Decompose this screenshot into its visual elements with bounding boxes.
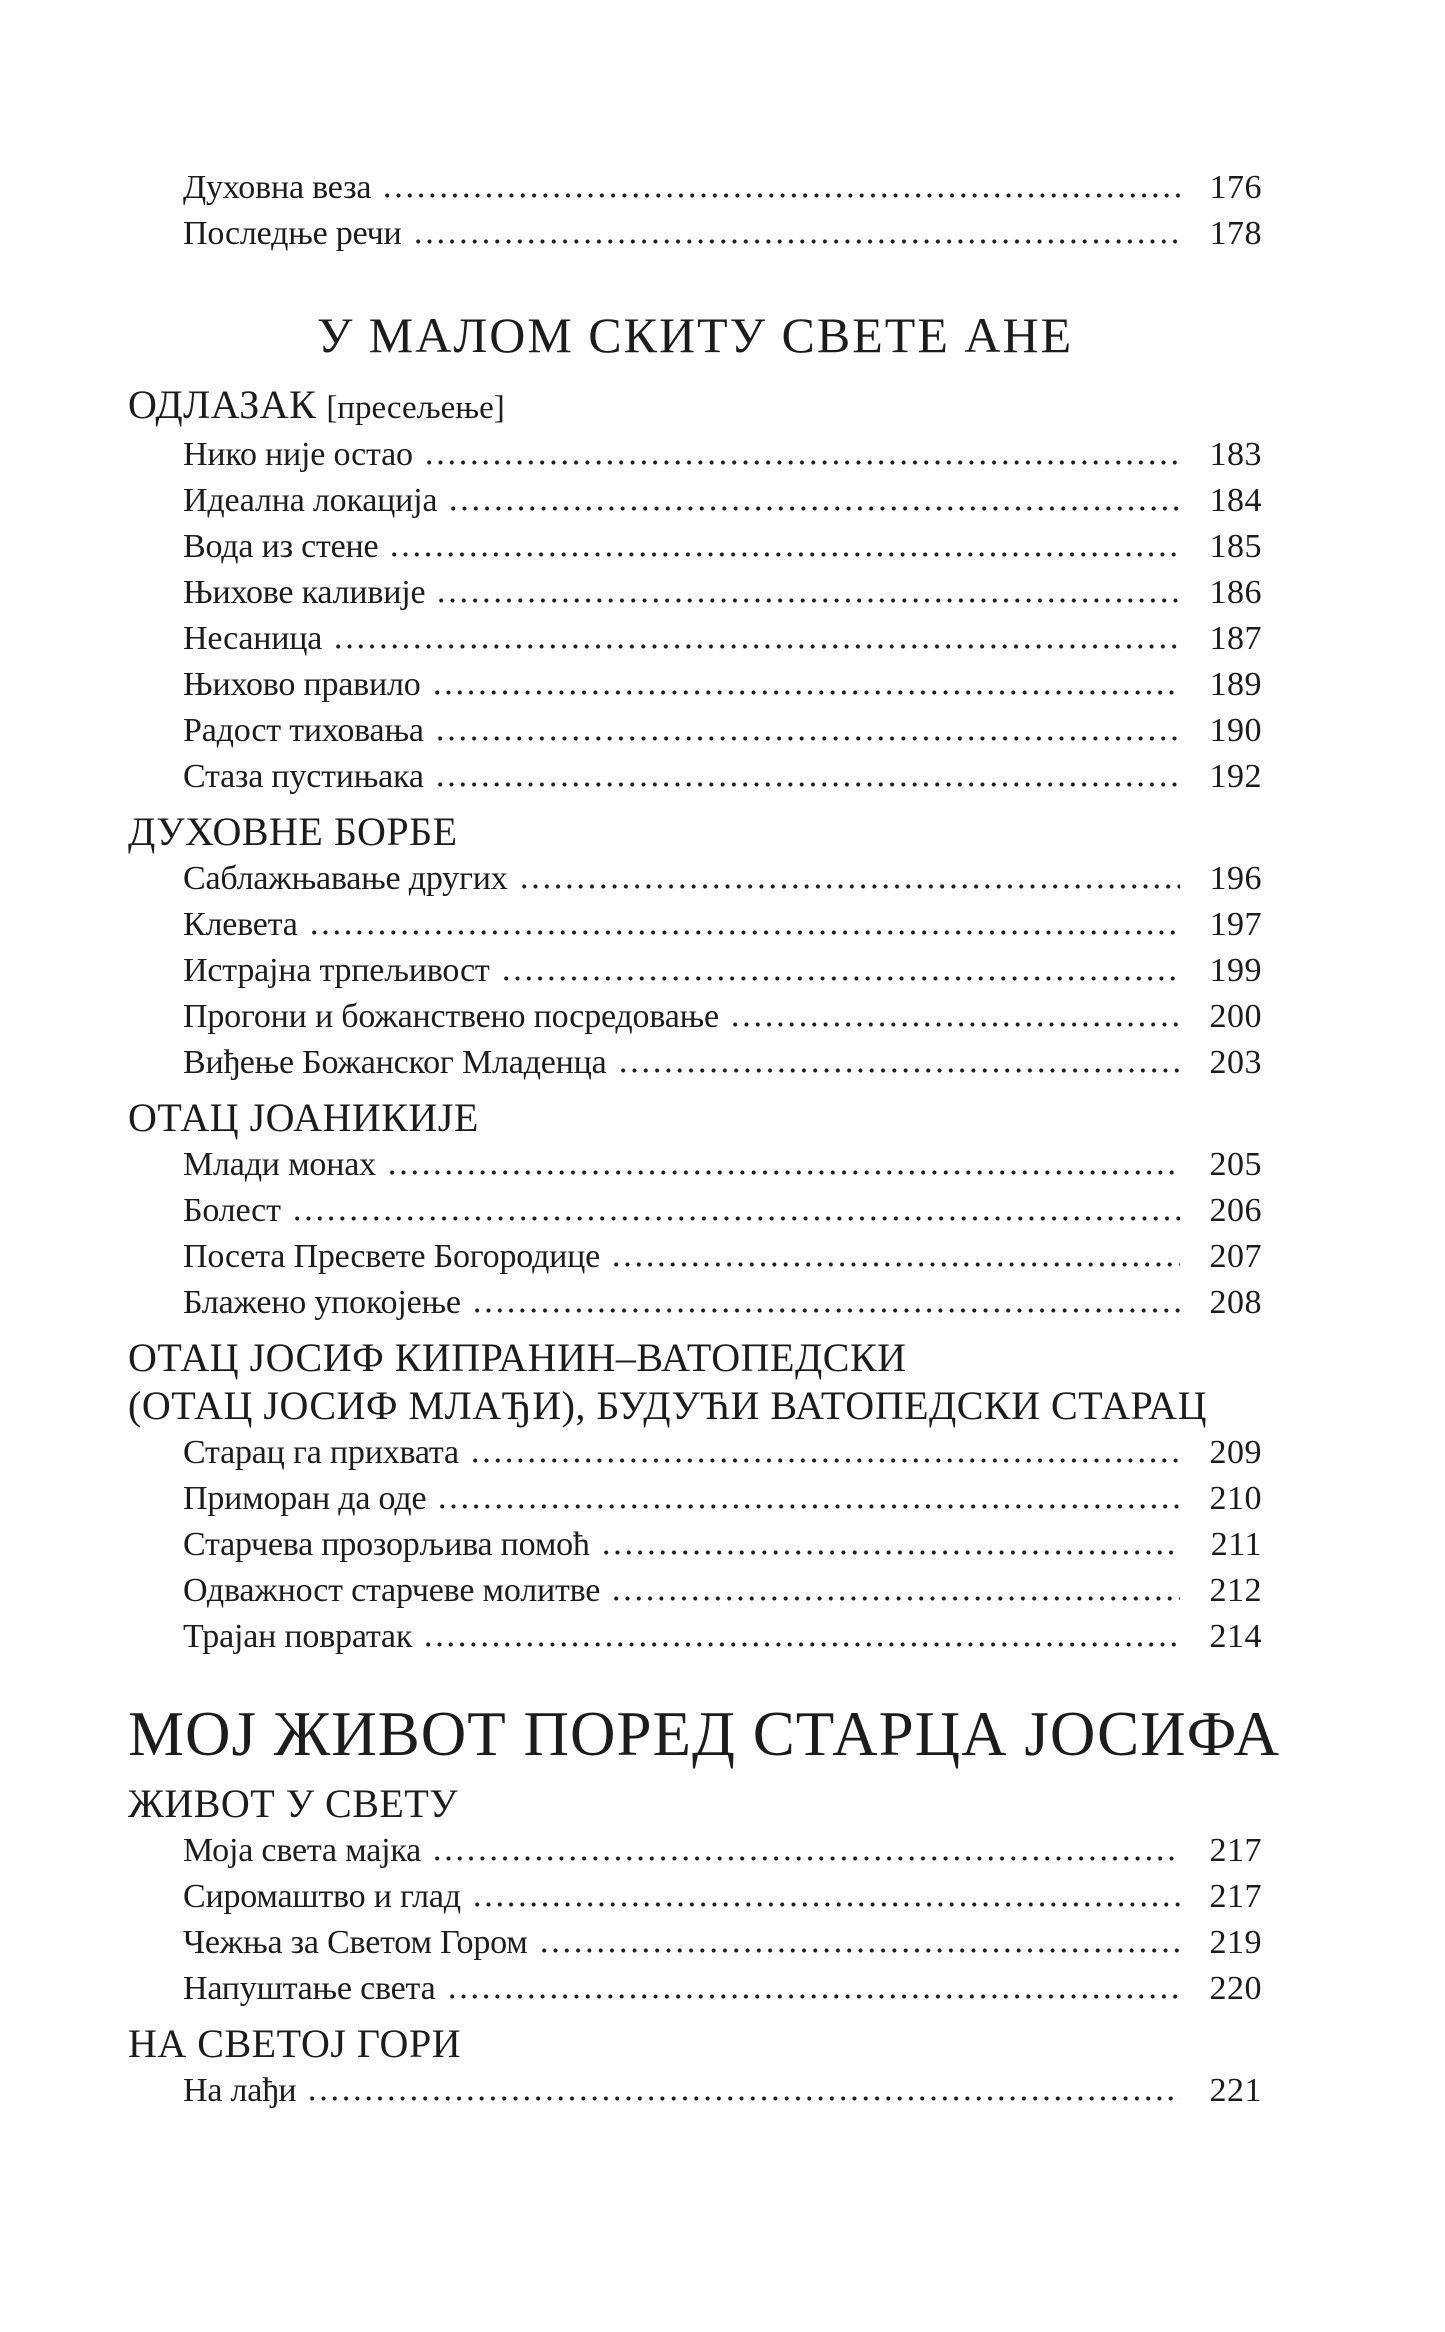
toc-entry [128, 1430, 1262, 1476]
toc-entry-page-number: 199 [1209, 952, 1262, 989]
toc-section-heading-line2: (ОТАЦ ЈОСИФ МЛАЂИ), БУДУЋИ ВАТОПЕДСКИ СТАРАЦ [128, 1383, 1207, 1428]
toc-entry [128, 994, 1262, 1040]
toc-section-heading-line [128, 1334, 1262, 1382]
dot-leader [435, 1856, 1180, 1861]
toc-entry [128, 478, 1262, 524]
toc-section-heading [128, 2020, 1262, 2068]
toc-section-heading-text: ОДЛАЗАК [128, 382, 317, 427]
dot-leader [450, 1994, 1180, 1999]
toc-entry-page-number: 184 [1209, 482, 1262, 519]
toc-section-heading-text: ОТАЦ ЈОАНИКИЈЕ [128, 1095, 479, 1140]
toc-entry-title: Прогони и божанствено посредовање [183, 998, 719, 1035]
toc-entry-title: Млади монах [183, 1146, 376, 1183]
toc-entry-page-number: 190 [1209, 712, 1262, 749]
toc-entry-title: Чежња за Светом Гором [183, 1924, 528, 1961]
toc-entry-page-number: 185 [1209, 528, 1262, 565]
toc-entry-page-number: 208 [1209, 1284, 1262, 1321]
toc-entry-title: Идеална локација [183, 482, 438, 519]
toc-entry [128, 1522, 1262, 1568]
toc-entry [128, 1142, 1262, 1188]
toc-entry-page-number: 189 [1209, 666, 1262, 703]
toc-entry [128, 1280, 1262, 1326]
toc-entry-page-number: 220 [1209, 1970, 1262, 2007]
toc-section-heading [128, 1094, 1262, 1142]
toc-entry-title: Трајан повратак [183, 1618, 413, 1655]
toc-section-heading-suffix: [пресељење] [326, 390, 505, 426]
toc-entry-title: Радост тиховања [183, 712, 424, 749]
dot-leader [427, 460, 1180, 465]
toc-section-heading-text: ОТАЦ ЈОСИФ КИПРАНИН–ВАТОПЕДСКИ [128, 1335, 907, 1380]
toc-entry [128, 948, 1262, 994]
dot-leader [392, 552, 1180, 557]
toc-entry-page-number: 217 [1209, 1878, 1262, 1915]
toc-section-heading-line [128, 808, 1262, 856]
dot-leader [310, 2096, 1180, 2101]
dot-leader [614, 1596, 1180, 1601]
dot-leader [390, 1170, 1180, 1175]
toc-entry-title: Блажено упокојење [183, 1284, 461, 1321]
toc-entry [128, 856, 1262, 902]
toc-entry-title: Њихове каливије [183, 574, 426, 611]
toc-section-heading [128, 381, 1262, 432]
toc-entry [128, 1920, 1262, 1966]
toc-section-heading [128, 1780, 1262, 1828]
toc-entry [128, 1874, 1262, 1920]
toc-entry-title: Сиромаштво и глад [183, 1878, 461, 1915]
toc-entry-title: Клевета [183, 906, 298, 943]
toc-section-heading [128, 1334, 1262, 1430]
toc-entry-title: Моја света мајка [183, 1832, 422, 1869]
dot-leader [385, 193, 1180, 198]
toc-entry [128, 902, 1262, 948]
toc-entry [128, 616, 1262, 662]
toc-part-title: МОЈ ЖИВОТ ПОРЕД СТАРЦА ЈОСИФА [128, 1699, 1280, 1769]
toc-entry-page-number: 210 [1209, 1480, 1262, 1517]
dot-leader [336, 644, 1180, 649]
dot-leader [475, 1902, 1180, 1907]
dot-leader [451, 506, 1180, 511]
toc-entry-page-number: 221 [1209, 2072, 1262, 2109]
dot-leader [440, 1504, 1180, 1509]
toc-entry-page-number: 207 [1209, 1238, 1262, 1275]
toc-entry-title: Несаница [183, 620, 323, 657]
toc-entry [128, 1476, 1262, 1522]
toc-entry [128, 1040, 1262, 1086]
toc-entry [128, 1828, 1262, 1874]
toc-entry-title: Истрајна трпељивост [183, 952, 490, 989]
toc-entry-page-number: 187 [1209, 620, 1262, 657]
toc-entry-page-number: 203 [1209, 1044, 1262, 1081]
toc-entry-title: Духовна веза [183, 169, 372, 206]
toc-entry-title: Нико није остао [183, 436, 413, 473]
toc-entry-page-number: 200 [1209, 998, 1262, 1035]
dot-leader [614, 1262, 1180, 1267]
dot-leader [438, 782, 1180, 787]
dot-leader [312, 930, 1180, 935]
toc-section-heading [128, 808, 1262, 856]
toc-entry-page-number: 196 [1209, 860, 1262, 897]
toc-entry-title: Последње речи [183, 215, 402, 252]
toc-entry-page-number: 183 [1209, 436, 1262, 473]
toc-section-heading-line [128, 2020, 1262, 2068]
toc-entry-title: На лађи [183, 2072, 297, 2109]
toc-entry-title: Саблажњавање других [183, 860, 508, 897]
toc-entry-page-number: 186 [1209, 574, 1262, 611]
toc-entry [128, 1614, 1262, 1660]
dot-leader [621, 1068, 1180, 1073]
toc-entry-title: Одважност старчеве молитве [183, 1572, 601, 1609]
dot-leader [604, 1550, 1180, 1555]
toc-entry [128, 524, 1262, 570]
toc-entry [128, 708, 1262, 754]
toc-entry [128, 570, 1262, 616]
toc-entry-page-number: 176 [1209, 169, 1262, 206]
toc-entry-title: Стаза пустињака [183, 758, 424, 795]
toc-entry-title: Старчева прозорљива помоћ [183, 1526, 590, 1563]
toc-entry [128, 1966, 1262, 2012]
toc-entry-title: Њихово правило [183, 666, 421, 703]
toc-entry-page-number: 209 [1209, 1434, 1262, 1471]
toc-entry-title: Вода из стене [183, 528, 379, 565]
toc-section-heading-line [128, 381, 1262, 432]
toc-entry-page-number: 212 [1209, 1572, 1262, 1609]
dot-leader [475, 1308, 1180, 1313]
toc-section-heading-text: НА СВЕТОЈ ГОРИ [128, 2021, 462, 2066]
toc-entry-title: Старац га прихвата [183, 1434, 459, 1471]
toc-entry [128, 662, 1262, 708]
toc-section-heading-line [128, 1780, 1262, 1828]
toc-entry-title: Приморан да оде [183, 1480, 427, 1517]
toc-entry-page-number: 211 [1210, 1526, 1262, 1563]
toc-entry-page-number: 217 [1209, 1832, 1262, 1869]
dot-leader [439, 598, 1180, 603]
toc-part-title: У МАЛОМ СКИТУ СВЕТЕ АНЕ [316, 307, 1074, 363]
toc-entry [128, 1234, 1262, 1280]
dot-leader [522, 884, 1180, 889]
toc-entry-page-number: 205 [1209, 1146, 1262, 1183]
dot-leader [416, 239, 1180, 244]
toc-entry [128, 1568, 1262, 1614]
toc-entry-title: Болест [183, 1192, 281, 1229]
toc-section-heading-line [128, 1094, 1262, 1142]
toc-entry-page-number: 206 [1209, 1192, 1262, 1229]
toc-entry [128, 754, 1262, 800]
toc-entry [128, 211, 1262, 257]
dot-leader [435, 690, 1180, 695]
toc-entry-page-number: 219 [1209, 1924, 1262, 1961]
toc-entry [128, 2068, 1262, 2114]
table-of-contents [128, 165, 1280, 2114]
toc-entry-page-number: 178 [1209, 215, 1262, 252]
toc-entry-title: Виђење Божанског Младенца [183, 1044, 607, 1081]
toc-entry-page-number: 214 [1209, 1618, 1262, 1655]
toc-entry [128, 165, 1262, 211]
toc-section-heading-text: ДУХОВНЕ БОРБЕ [128, 809, 458, 854]
dot-leader [542, 1948, 1180, 1953]
dot-leader [473, 1458, 1180, 1463]
dot-leader [733, 1022, 1180, 1027]
dot-leader [438, 736, 1180, 741]
toc-entry [128, 432, 1262, 478]
dot-leader [504, 976, 1180, 981]
toc-entry-page-number: 197 [1209, 906, 1262, 943]
dot-leader [295, 1216, 1180, 1221]
toc-entry-page-number: 192 [1209, 758, 1262, 795]
toc-section-heading-text: ЖИВОТ У СВЕТУ [128, 1781, 459, 1826]
toc-entry-title: Посета Пресвете Богородице [183, 1238, 601, 1275]
toc-entry [128, 1188, 1262, 1234]
toc-entry-title: Напуштање света [183, 1970, 436, 2007]
dot-leader [426, 1642, 1180, 1647]
